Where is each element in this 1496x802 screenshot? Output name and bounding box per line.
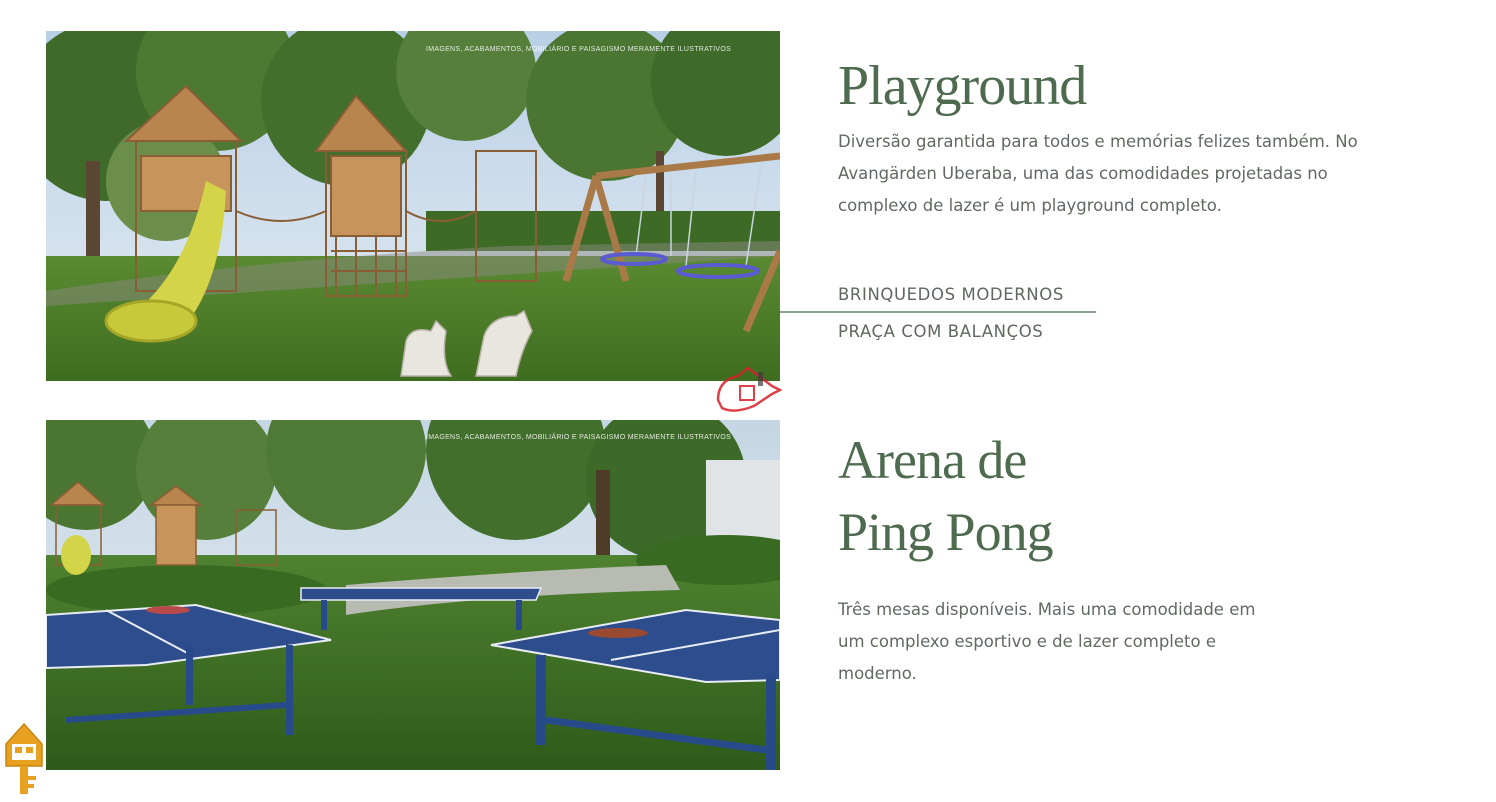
ping-pong-title-line1: Arena de xyxy=(838,430,1027,490)
image-disclaimer: IMAGENS, ACABAMENTOS, MOBILIÁRIO E PAISAGISMO MERAMENTE ILUSTRATIVOS xyxy=(426,46,732,53)
ping-pong-description: Três mesas disponíveis. Mais uma comodidade em um complexo esportivo e de lazer completo e moderno. xyxy=(838,600,1256,683)
feature-praca-com-balancos[interactable]: PRAÇA COM BALANÇOS xyxy=(838,322,1044,341)
playground-image xyxy=(46,31,780,381)
feature-brinquedos-modernos[interactable]: BRINQUEDOS MODERNOS xyxy=(838,285,1064,304)
ping-pong-image xyxy=(46,420,780,770)
playground-description: Diversão garantida para todos e memórias felizes também. No Avangärden Uberaba, uma das comodidades projetadas no complexo de lazer é um playground completo. xyxy=(838,132,1358,215)
key-house-logo-icon[interactable] xyxy=(2,722,46,798)
image-disclaimer: IMAGENS, ACABAMENTOS, MOBILIÁRIO E PAISAGISMO MERAMENTE ILUSTRATIVOS xyxy=(426,434,732,441)
feature-active-underline xyxy=(780,311,1096,313)
ping-pong-title-line2: Ping Pong xyxy=(838,502,1053,562)
watermark-logo-icon xyxy=(714,364,782,416)
playground-title: Playground xyxy=(838,55,1087,117)
ping-pong-title xyxy=(838,424,1053,568)
